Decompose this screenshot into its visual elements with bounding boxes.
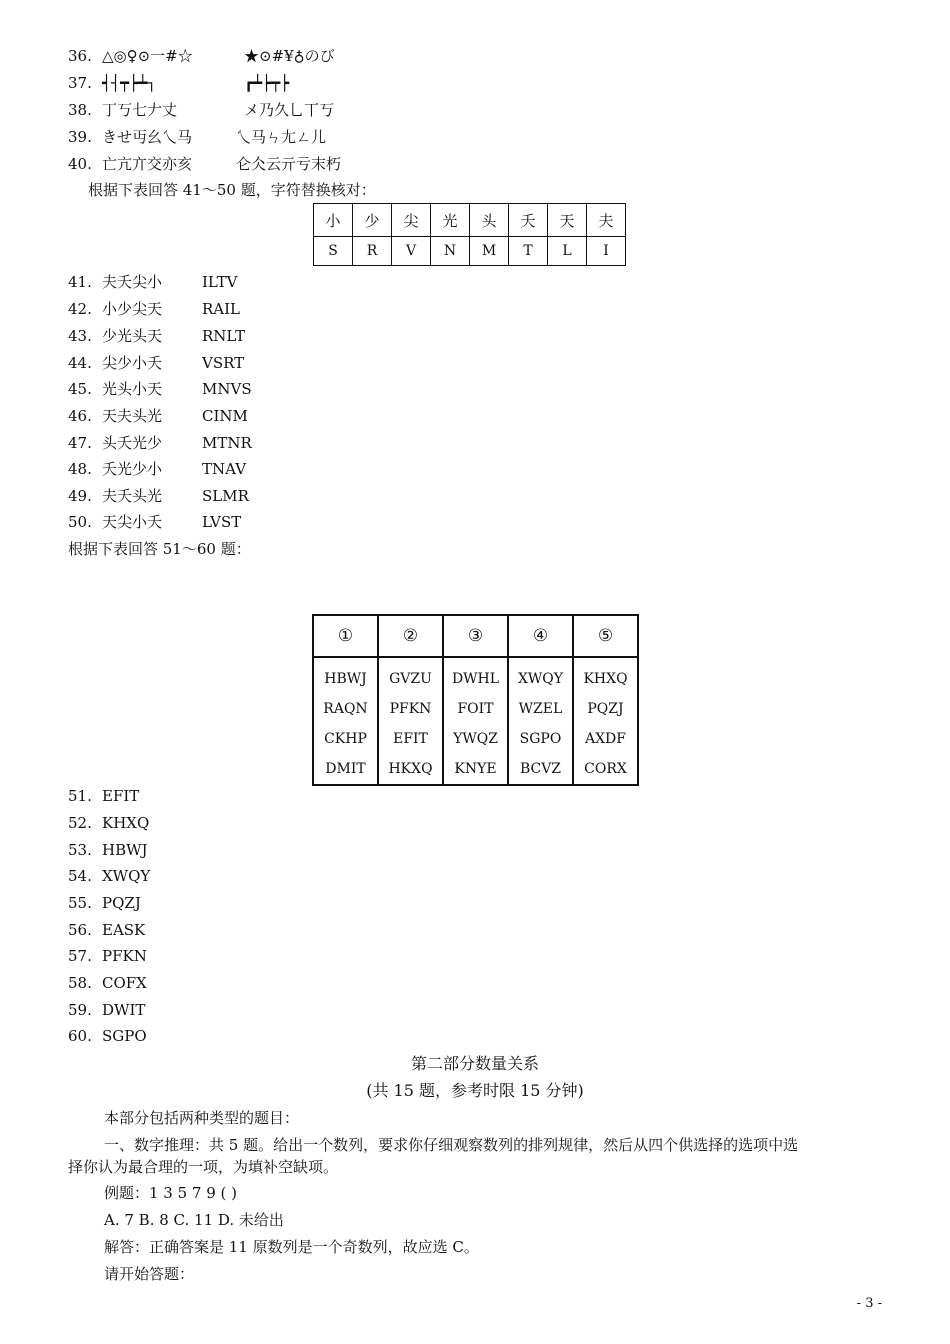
question-code: TNAV	[202, 460, 247, 478]
question-number: 56.	[68, 921, 92, 939]
question-number: 51.	[68, 787, 92, 805]
question-number: 48.	[68, 460, 92, 478]
group-code: KHXQ	[583, 671, 628, 687]
question-chars: 夭光少小	[102, 460, 163, 478]
group-code: KNYE	[454, 761, 497, 777]
question-number: 45.	[68, 380, 92, 398]
table-char-cell: 夭	[509, 204, 548, 237]
table-code-cell: I	[587, 237, 626, 266]
table-code-cell: S	[314, 237, 353, 266]
question-chars: 光头小天	[102, 380, 163, 398]
example-options: A. 7 B. 8 C. 11 D. 未给出	[104, 1211, 284, 1229]
question-number: 39.	[68, 128, 92, 146]
question-code: SGPO	[102, 1027, 147, 1045]
question-code: SLMR	[202, 487, 249, 505]
question-code: ILTV	[202, 273, 238, 291]
group-header-cell: ④	[508, 615, 573, 657]
question-number: 59.	[68, 1001, 92, 1019]
group-table	[312, 614, 639, 786]
group-code: WZEL	[518, 701, 563, 717]
question-chars: 头夭光少	[102, 434, 163, 452]
group-code: DWHL	[451, 671, 500, 687]
question-number: 37.	[68, 74, 92, 92]
table-char-cell: 尖	[392, 204, 431, 237]
example-answer: 解答：正确答案是 11 原数列是一个奇数列，故应选 C。	[104, 1238, 479, 1256]
table-code-cell: V	[392, 237, 431, 266]
table-code-cell: T	[509, 237, 548, 266]
table-char-cell: 光	[431, 204, 470, 237]
group-column	[313, 657, 378, 785]
group-column	[508, 657, 573, 785]
question-number: 47.	[68, 434, 92, 452]
question-chars: 天尖小夭	[102, 513, 163, 531]
question-left-string: 亡亢亣交亦亥	[102, 155, 193, 173]
question-code: KHXQ	[102, 814, 150, 832]
question-number: 42.	[68, 300, 92, 318]
table-char-cell: 少	[353, 204, 392, 237]
question-code: MNVS	[202, 380, 252, 398]
question-code: RAIL	[202, 300, 241, 318]
question-number: 53.	[68, 841, 92, 859]
question-number: 40.	[68, 155, 92, 173]
page-number: - 3 -	[856, 1296, 882, 1311]
question-code: PFKN	[102, 947, 147, 965]
question-left-string: △◎♀⊙一#☆	[102, 47, 193, 65]
paragraph-line: 一、数字推理：共 5 题。给出一个数列，要求你仔细观察数列的排列规律，然后从四个供选择的选项中选	[104, 1136, 799, 1154]
group-header-cell: ③	[443, 615, 508, 657]
question-number: 60.	[68, 1027, 92, 1045]
question-code: XWQY	[102, 867, 151, 885]
group-code: EFIT	[393, 731, 428, 747]
group-header-cell: ②	[378, 615, 443, 657]
question-number: 54.	[68, 867, 92, 885]
question-number: 43.	[68, 327, 92, 345]
group-code: GVZU	[389, 671, 432, 687]
question-left-string: きせ丏幺乀马	[102, 128, 193, 146]
question-code: RNLT	[202, 327, 246, 345]
question-item	[68, 46, 92, 66]
group-code: SGPO	[519, 731, 562, 747]
intro-text-51: 根据下表回答 51～60 题：	[68, 540, 251, 558]
substitution-table	[313, 203, 626, 266]
question-number: 55.	[68, 894, 92, 912]
group-code: HBWJ	[324, 671, 367, 687]
question-number: 44.	[68, 354, 92, 372]
question-code: DWIT	[102, 1001, 146, 1019]
question-chars: 尖少小夭	[102, 354, 163, 372]
group-code: FOIT	[457, 701, 494, 717]
table-code-cell: L	[548, 237, 587, 266]
table-code-cell: R	[353, 237, 392, 266]
group-code: XWQY	[517, 671, 564, 687]
paragraph-line: 择你认为最合理的一项，为填补空缺项。	[68, 1158, 339, 1176]
group-code: DMIT	[325, 761, 366, 777]
question-right-string: ★⊙#¥♁のび	[244, 47, 335, 65]
question-number: 38.	[68, 101, 92, 119]
table-code-cell: N	[431, 237, 470, 266]
table-char-cell: 小	[314, 204, 353, 237]
start-prompt: 请开始答题：	[104, 1265, 195, 1283]
group-header-cell: ⑤	[573, 615, 638, 657]
question-item	[68, 154, 92, 174]
group-column	[378, 657, 443, 785]
question-number: 50.	[68, 513, 92, 531]
section-title: 第二部分数量关系	[410, 1054, 539, 1073]
example-question: 例题：1 3 5 7 9 ( )	[104, 1184, 238, 1202]
question-code: CINM	[202, 407, 248, 425]
question-chars: 少光头天	[102, 327, 163, 345]
question-right-string: 仑仌云亓亏末朽	[236, 155, 342, 173]
group-header-cell: ①	[313, 615, 378, 657]
table-char-cell: 天	[548, 204, 587, 237]
question-chars: 夫夭尖小	[102, 273, 163, 291]
question-code: EFIT	[102, 787, 140, 805]
question-right-string: 乀马ㄣ尢ㄥ儿	[236, 128, 327, 146]
question-chars: 夫夭头光	[102, 487, 163, 505]
group-code: AXDF	[584, 731, 626, 747]
question-number: 58.	[68, 974, 92, 992]
group-code: YWQZ	[453, 731, 498, 747]
question-right-string: メ乃久乚丅丂	[244, 101, 335, 119]
question-item	[68, 127, 92, 147]
question-number: 36.	[68, 47, 92, 65]
question-number: 57.	[68, 947, 92, 965]
question-number: 49.	[68, 487, 92, 505]
group-code: CKHP	[324, 731, 367, 747]
group-code: BCVZ	[519, 761, 562, 777]
table-char-cell: 头	[470, 204, 509, 237]
group-column	[573, 657, 638, 785]
question-code: MTNR	[202, 434, 252, 452]
question-code: LVST	[202, 513, 242, 531]
intro-text-41: 根据下表回答 41～50 题，字符替换核对：	[88, 181, 376, 199]
group-code: HKXQ	[388, 761, 433, 777]
section-intro: 本部分包括两种类型的题目：	[104, 1109, 300, 1127]
group-code: CORX	[584, 761, 627, 777]
group-code: RAQN	[323, 701, 368, 717]
question-chars: 小少尖天	[102, 300, 163, 318]
question-chars: 天夫头光	[102, 407, 163, 425]
group-code: PQZJ	[587, 701, 624, 717]
question-item	[68, 73, 92, 93]
section-subtitle: (共 15 题，参考时限 15 分钟)	[366, 1081, 584, 1100]
question-right-string: ┏┷┝┯┝	[244, 74, 290, 92]
question-left-string: 丁丂七𠂇丈	[102, 101, 178, 119]
question-number: 41.	[68, 273, 92, 291]
question-item	[68, 100, 92, 120]
question-number: 46.	[68, 407, 92, 425]
question-code: PQZJ	[102, 894, 141, 912]
table-char-cell: 夫	[587, 204, 626, 237]
question-number: 52.	[68, 814, 92, 832]
question-code: HBWJ	[102, 841, 148, 859]
group-column	[443, 657, 508, 785]
question-code: EASK	[102, 921, 146, 939]
question-code: VSRT	[202, 354, 245, 372]
question-code: COFX	[102, 974, 147, 992]
group-code: PFKN	[389, 701, 432, 717]
question-left-string: ┥┤┯┝┷┐	[102, 74, 157, 92]
table-code-cell: M	[470, 237, 509, 266]
